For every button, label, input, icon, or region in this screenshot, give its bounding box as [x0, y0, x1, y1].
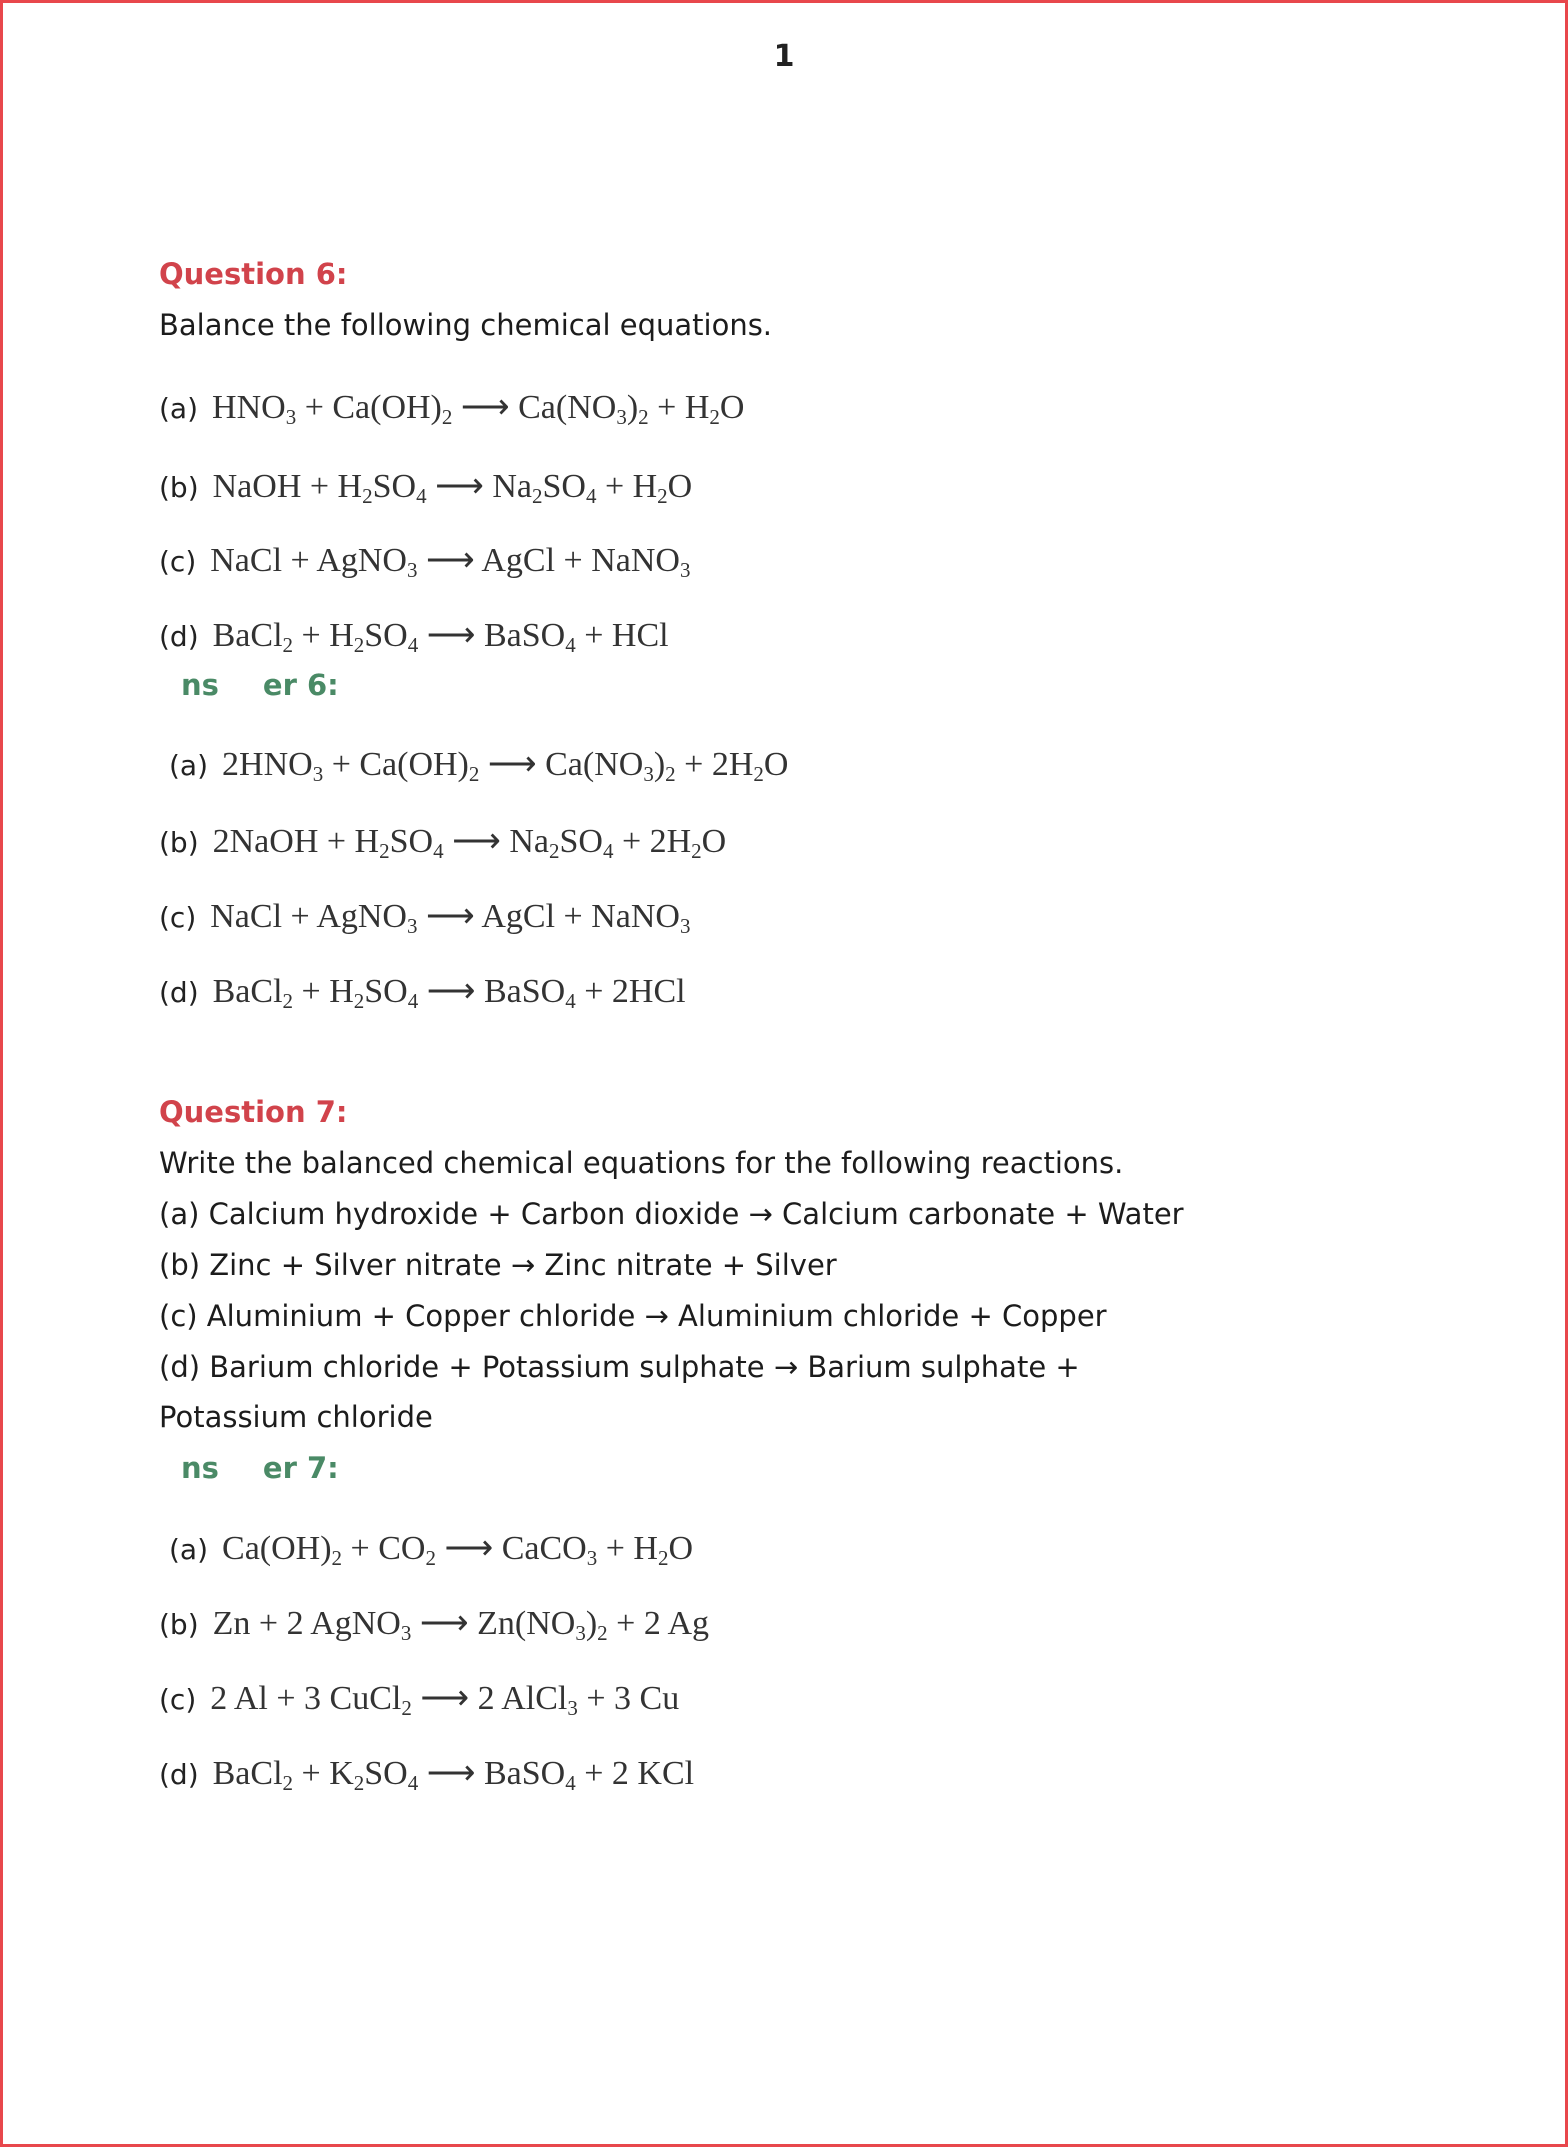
answer-7-equation-b [159, 1603, 709, 1643]
question-6-equation-b [159, 466, 692, 506]
answer-7-equation-a [169, 1528, 693, 1568]
equation-label: (c) [159, 901, 197, 934]
chemical-equation: NaCl + AgNO$_3$ ⟶ AgCl + NaNO$_3$ [210, 542, 691, 582]
page-number: 1 [773, 39, 795, 74]
answer-title-part: er 7: [262, 1451, 339, 1485]
equation-label: (d) [159, 976, 199, 1009]
equation-label: (b) [159, 826, 199, 859]
chemical-equation: Zn + 2 AgNO$_3$ ⟶ $Zn(NO_3)_2 + 2$ Ag [212, 1605, 709, 1645]
answer-7-title [181, 1451, 339, 1485]
answer-6-equation-a [169, 744, 788, 784]
answer-title-part: er 6: [262, 668, 339, 702]
equation-label: (d) [159, 1758, 199, 1791]
chemical-equation: BaCl$_2$ + $H_2SO_4$ ⟶ BaSO$_4$ + HCl [212, 617, 669, 657]
chemical-equation: BaCl$_2$ + $H_2SO_4$ ⟶ BaSO$_4$ + 2HCl [212, 973, 686, 1013]
answer-7-equation-c [159, 1678, 679, 1718]
answer-6-equation-c [159, 896, 690, 936]
question-7-line-d-continued: Potassium chloride [159, 1400, 433, 1434]
answer-6-equation-b [159, 821, 726, 861]
chemical-equation: $2HNO_3 + Ca(OH)_2$ ⟶ $Ca(NO_3)_2 + 2H_2O$ [222, 746, 789, 786]
equation-label: (c) [159, 1683, 197, 1716]
question-7-title: Question 7: [159, 1095, 348, 1129]
chemical-equation: $Ca(OH)_2 + CO_2$ ⟶ CaCO$_3$ + $H_2O$ [222, 1530, 693, 1570]
question-7-line-c: (c) Aluminium + Copper chloride → Aluminium chloride + Copper [159, 1299, 1107, 1333]
question-7-line-b: (b) Zinc + Silver nitrate → Zinc nitrate + Silver [159, 1248, 837, 1282]
equation-label: (a) [169, 749, 209, 782]
answer-title-part: ns [181, 1451, 219, 1485]
chemical-equation: BaCl$_2$ + $K_2SO_4$ ⟶ BaSO$_4$ + 2 KCl [212, 1755, 695, 1795]
chemical-equation: NaCl + AgNO$_3$ ⟶ AgCl + NaNO$_3$ [210, 898, 691, 938]
equation-label: (a) [159, 392, 199, 425]
answer-7-equation-d [159, 1753, 694, 1793]
question-6-equation-a [159, 387, 744, 427]
answer-6-title [181, 668, 339, 702]
equation-label: (c) [159, 545, 197, 578]
chemical-equation: $HNO_3 + Ca(OH)_2$ ⟶ $Ca(NO_3)_2 + H_2O$ [212, 389, 745, 429]
equation-label: (a) [169, 1533, 209, 1566]
question-6-prompt: Balance the following chemical equations. [159, 308, 773, 342]
question-7-line-d: (d) Barium chloride + Potassium sulphate → Barium sulphate + [159, 1350, 1080, 1384]
question-7-line-a: (a) Calcium hydroxide + Carbon dioxide → Calcium carbonate + Water [159, 1197, 1184, 1231]
equation-label: (d) [159, 620, 199, 653]
answer-title-part: ns [181, 668, 219, 702]
chemical-equation: NaOH + $H_2SO_4$ ⟶ $Na_2SO_4 + H_2O$ [212, 468, 693, 508]
question-6-equation-c [159, 540, 690, 580]
equation-label: (b) [159, 1608, 199, 1641]
question-6-title: Question 6: [159, 257, 348, 291]
answer-6-equation-d [159, 971, 686, 1011]
equation-label: (b) [159, 471, 199, 504]
question-7-prompt: Write the balanced chemical equations for the following reactions. [159, 1146, 1124, 1180]
question-6-equation-d [159, 615, 669, 655]
chemical-equation: 2 Al + 3 CuCl$_2$ ⟶ 2 AlCl$_3$ + 3 Cu [210, 1680, 680, 1720]
chemical-equation: 2NaOH + $H_2SO_4$ ⟶ $Na_2SO_4 + 2H_2O$ [212, 823, 727, 863]
